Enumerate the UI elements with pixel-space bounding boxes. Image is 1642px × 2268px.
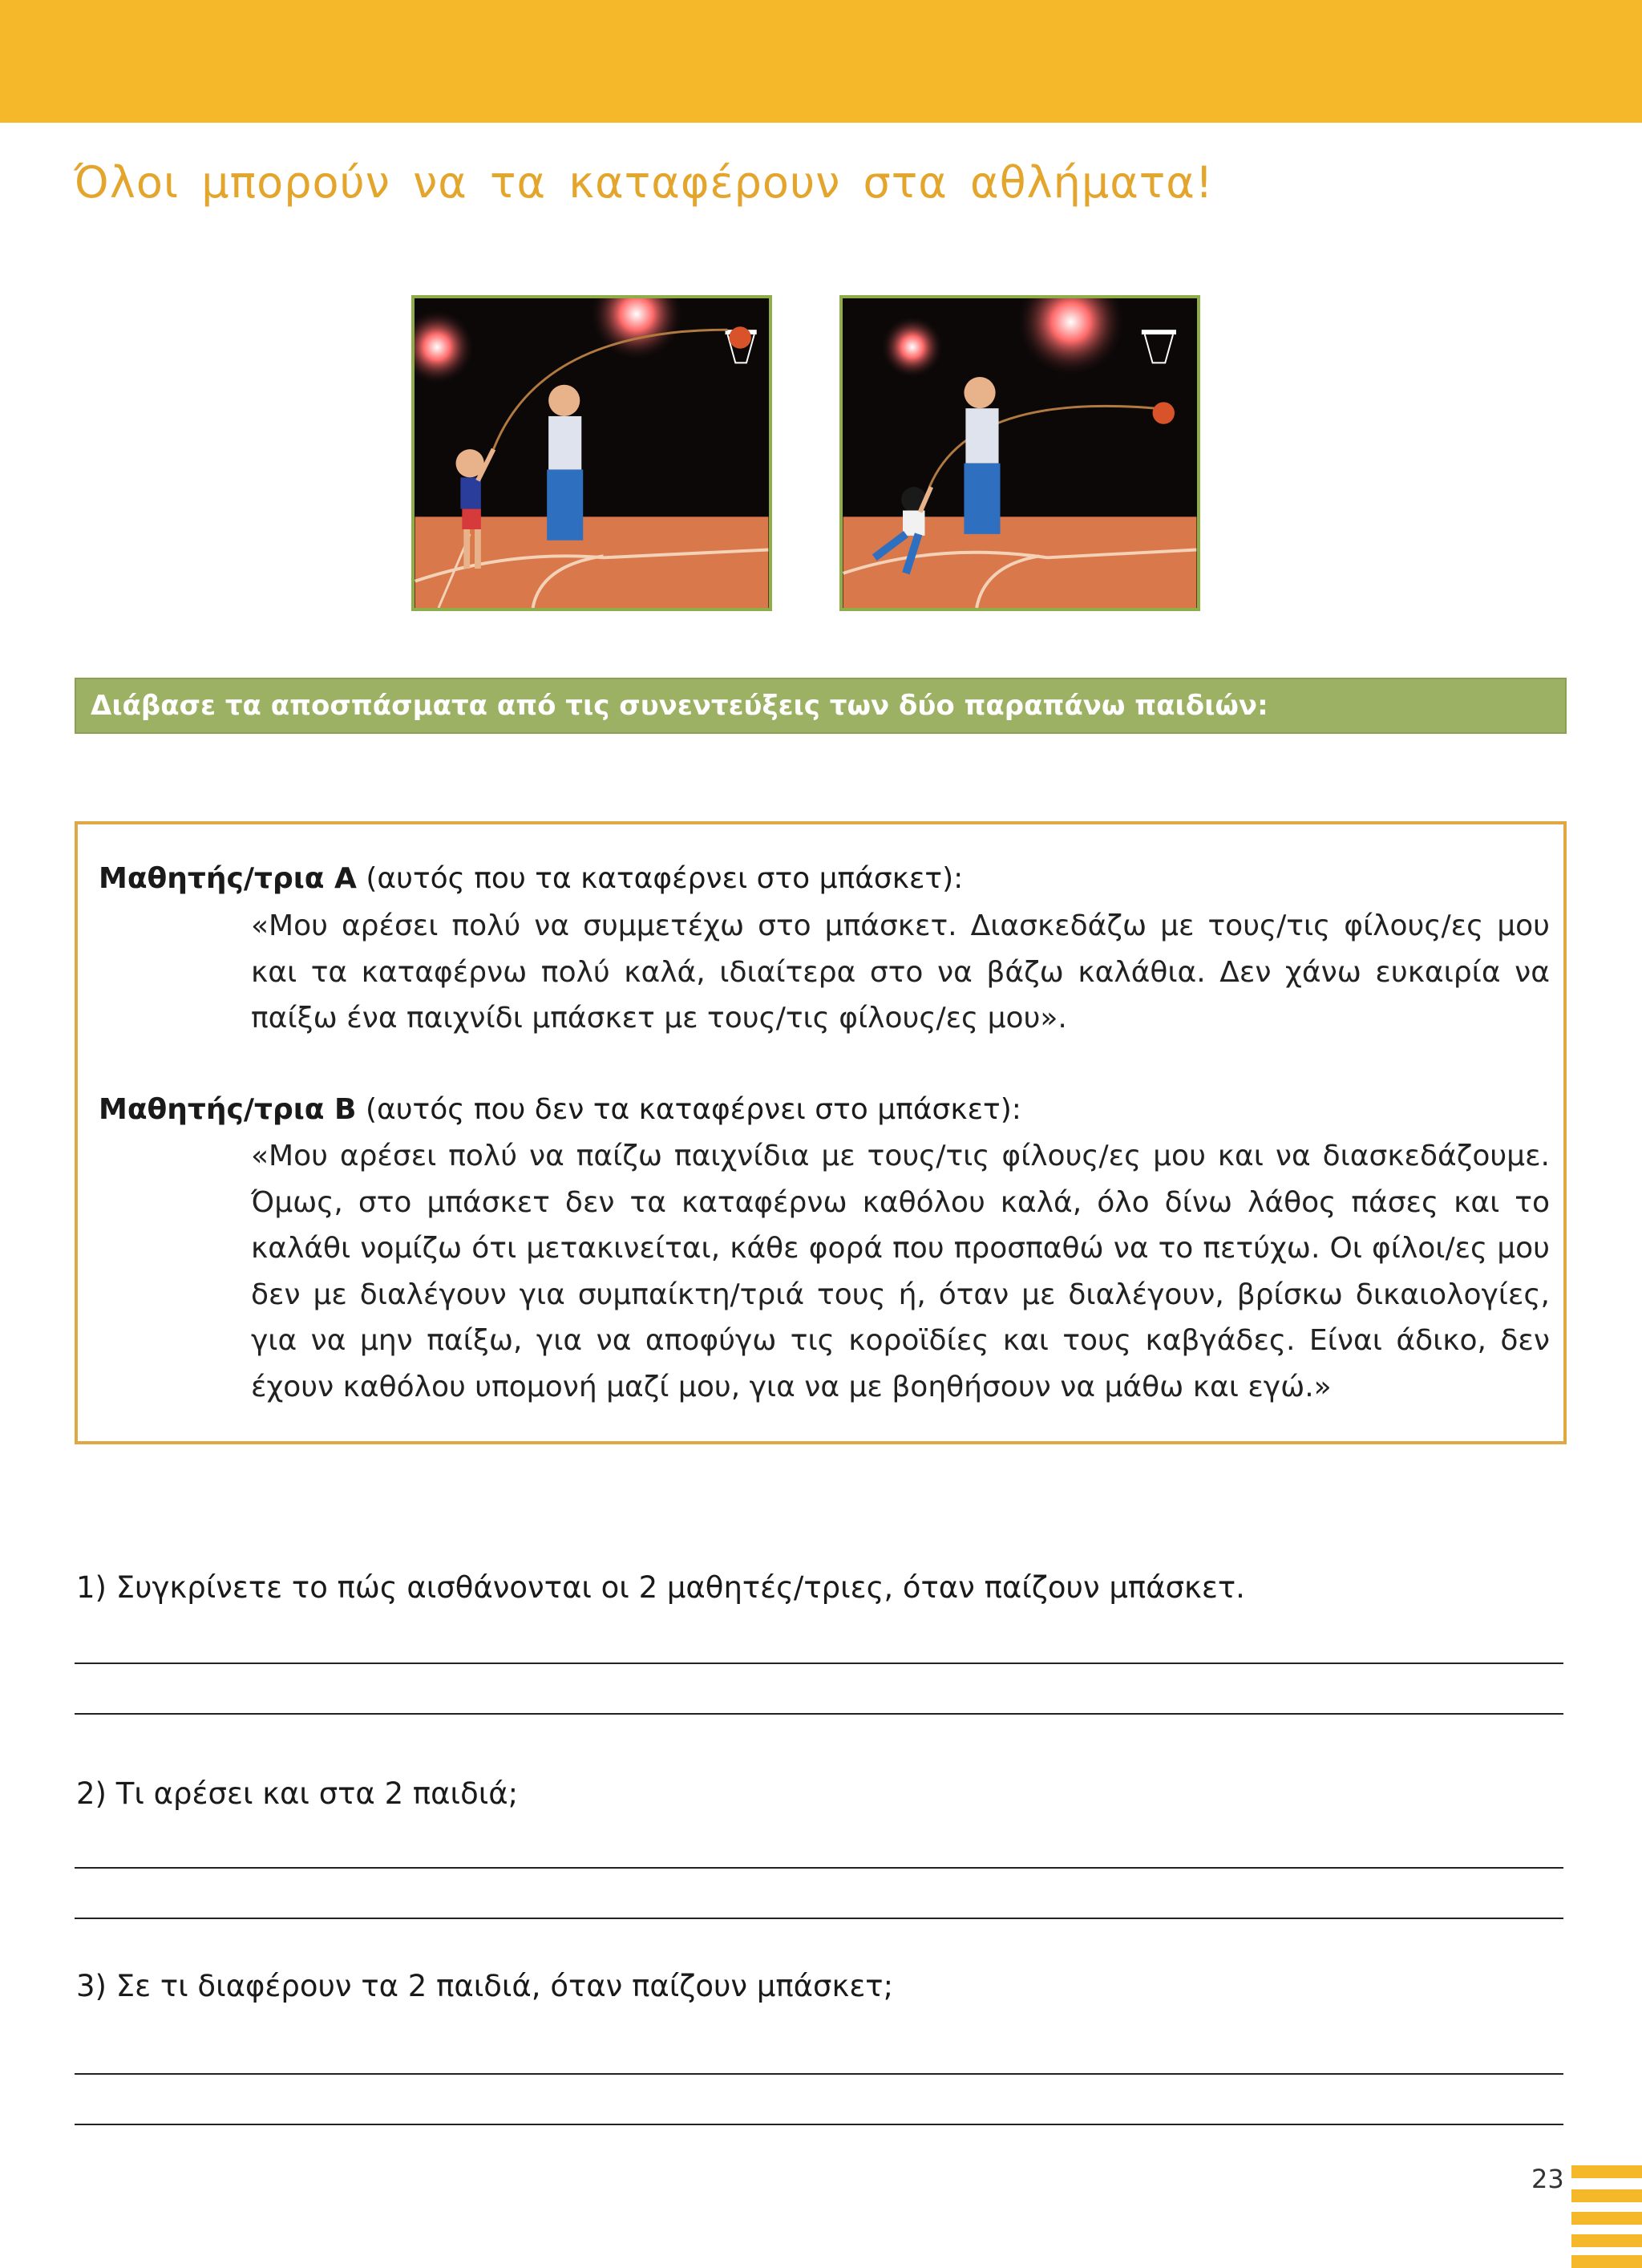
question-2: 2) Τι αρέσει και στα 2 παιδιά; <box>76 1776 519 1811</box>
page-number: 23 <box>1531 2164 1564 2194</box>
page-title: Όλοι μπορούν να τα καταφέρουν στα αθλήματα! <box>74 157 1214 208</box>
header-band <box>0 0 1642 123</box>
answer-line[interactable] <box>75 1663 1563 1664</box>
speaker-a-note: (αυτός που τα καταφέρνει στο μπάσκετ): <box>356 862 964 895</box>
speaker-b-name: Μαθητής/τρια Β <box>99 1093 357 1126</box>
quote-b: «Μου αρέσει πολύ να παίζω παιχνίδια με τους/τις φίλους/ες μου και να διασκεδάζουμε. Όμως, στο μπάσκετ δεν τα καταφέρνω καθόλου καλά, όλο δίνω λάθος πάσες και το καλάθι νομίζω ότι μετακινείται, κάθε φορά που προσπαθώ να το πετύχω. Οι φίλοι/ες μου δεν με διαλέγουν για συμπαίκτη/τριά τους ή, όταν με διαλέγουν, βρίσκω δικαιολογίες, για να μην παίξω, για να αποφύγω τις κοροϊδίες και τους καβγάδες. Είναι άδικο, δεν έχουν καθόλου υπομονή μαζί μου, για να με βοηθήσουν να μάθω και εγώ.» <box>251 1140 1550 1403</box>
basketball-shot-miss-icon <box>843 298 1197 608</box>
corner-stripes-decoration <box>1571 2165 1642 2266</box>
quote-a: «Μου αρέσει πολύ να συμμετέχω στο μπάσκετ. Διασκεδάζω με τους/τις φίλους/ες μου και τα καταφέρνω πολύ καλά, ιδιαίτερα στο να βάζω καλάθια. Δεν χάνω ευκαιρία να παίξω ένα παιχνίδι μπάσκετ με τους/τις φίλους/ες μου». <box>251 909 1550 1035</box>
answer-line[interactable] <box>75 1867 1563 1869</box>
illustration-student-a <box>411 295 772 611</box>
answer-line[interactable] <box>75 1713 1563 1715</box>
instruction-bar: Διάβασε τα αποσπάσματα από τις συνεντεύξεις των δύο παραπάνω παιδιών: <box>75 678 1567 734</box>
answer-line[interactable] <box>75 2073 1563 2075</box>
answer-line[interactable] <box>75 2124 1563 2125</box>
speaker-b-note: (αυτός που δεν τα καταφέρνει στο μπάσκετ): <box>356 1093 1021 1126</box>
basketball-shot-success-icon <box>415 298 769 608</box>
speaker-b-line <box>99 1093 1021 1126</box>
illustration-student-b <box>839 295 1200 611</box>
speaker-a-line <box>99 862 963 895</box>
speaker-a-name: Μαθητής/τρια Α <box>99 862 357 895</box>
interview-box <box>75 821 1567 1444</box>
question-3: 3) Σε τι διαφέρουν τα 2 παιδιά, όταν παίζουν μπάσκετ; <box>76 1969 894 2003</box>
answer-line[interactable] <box>75 1918 1563 1919</box>
question-1: 1) Συγκρίνετε το πώς αισθάνονται οι 2 μαθητές/τριες, όταν παίζουν μπάσκετ. <box>76 1570 1245 1605</box>
